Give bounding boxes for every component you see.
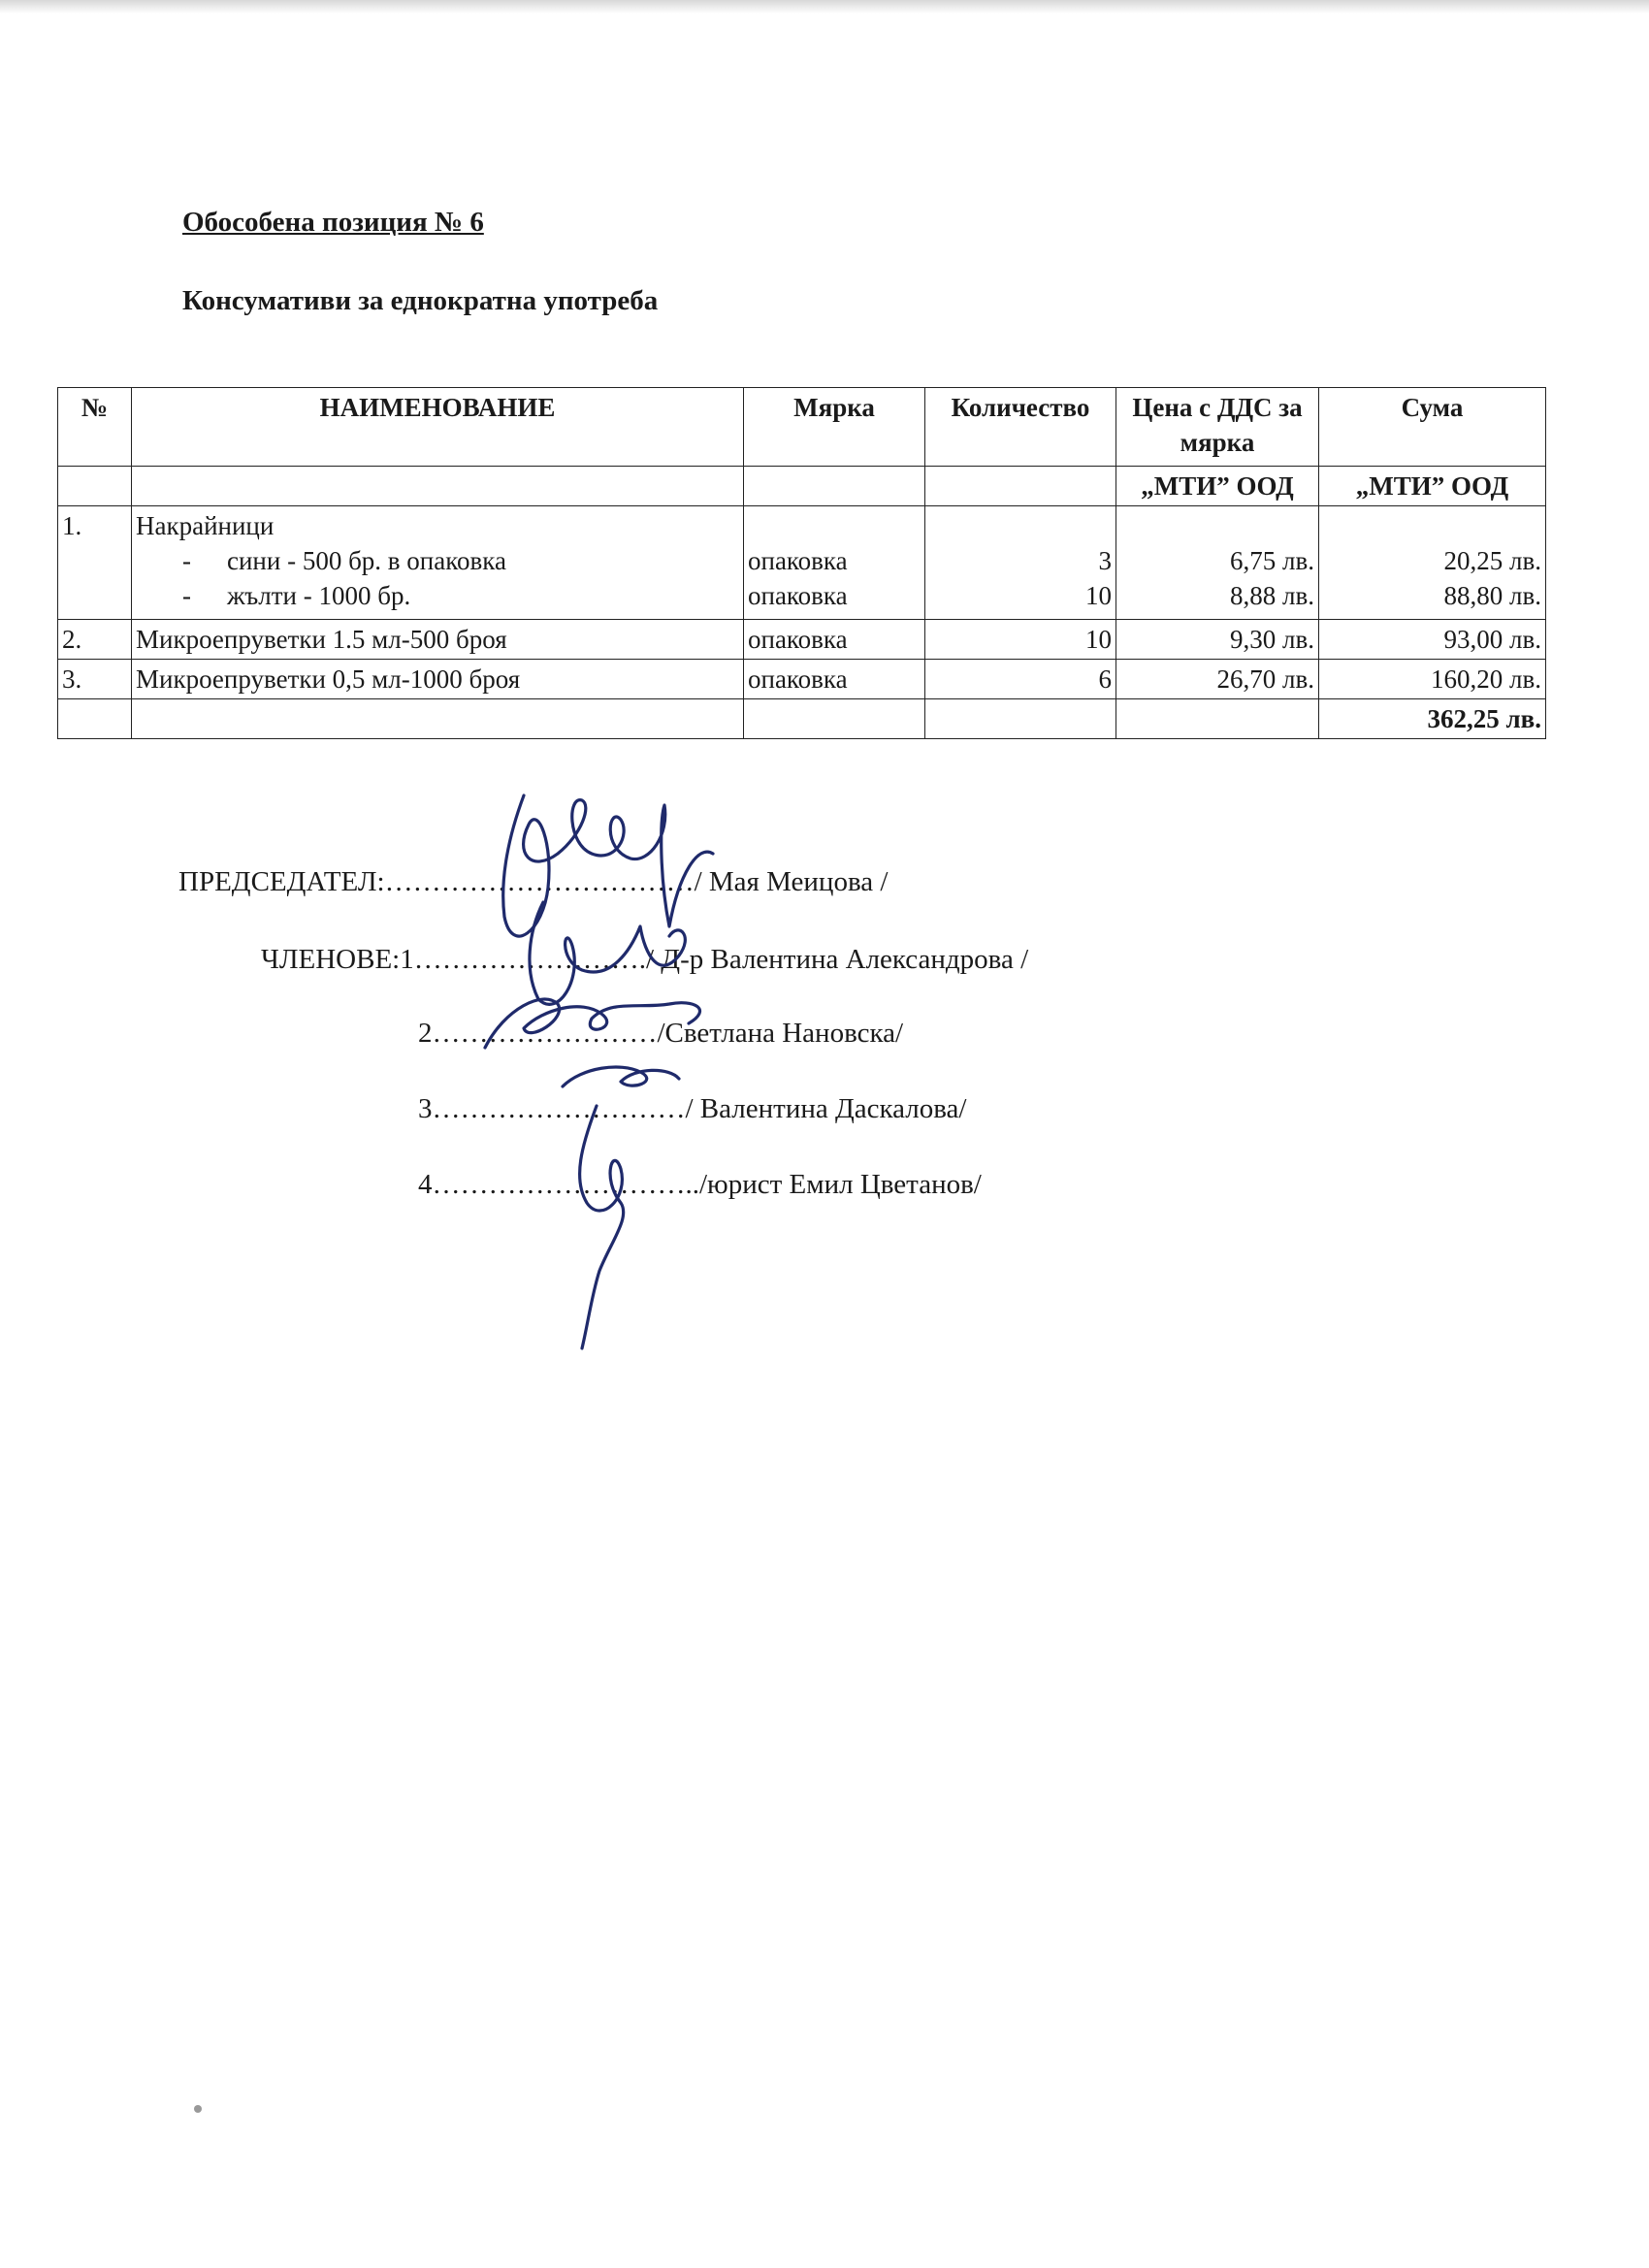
empty-cell (744, 699, 925, 739)
subitem-dash: - (182, 546, 191, 575)
subitem-quantity: 3 (1098, 546, 1112, 575)
row-price: 9,30 лв. (1116, 620, 1319, 660)
subitem-sum: 88,80 лв. (1443, 581, 1541, 610)
supplier-price-header: „МТИ” ООД (1116, 467, 1319, 506)
empty-cell (58, 699, 132, 739)
subitem-unit: опаковка (748, 546, 848, 575)
empty-cell (744, 467, 925, 506)
chair-signature-line: ПРЕДСЕДАТЕЛ:……………………………/ Мая Меицова / (178, 866, 889, 897)
row-unit: опаковка (744, 660, 925, 699)
row-sum-cell (1319, 506, 1546, 620)
member3-signature-line: 3………………………/ Валентина Даскалова/ (418, 1093, 967, 1124)
table-row (58, 506, 1546, 620)
empty-cell (925, 467, 1116, 506)
empty-cell (1116, 699, 1319, 739)
empty-cell (132, 467, 744, 506)
position-title: Обособена позиция № 6 (182, 207, 484, 238)
table-total-row (58, 699, 1546, 739)
col-header-no: № (58, 388, 132, 467)
row-sum: 93,00 лв. (1319, 620, 1546, 660)
row-name: Накрайници (136, 511, 275, 540)
row-unit-cell (744, 506, 925, 620)
subitem-dash: - (182, 581, 191, 610)
scan-speck (194, 2105, 202, 2113)
row-name-cell (132, 506, 744, 620)
table-row (58, 620, 1546, 660)
row-number: 3. (58, 660, 132, 699)
row-sum: 160,20 лв. (1319, 660, 1546, 699)
row-quantity-cell (925, 506, 1116, 620)
row-name: Микроепруветки 0,5 мл-1000 броя (132, 660, 744, 699)
empty-cell (58, 467, 132, 506)
col-header-name: НАИМЕНОВАНИЕ (132, 388, 744, 467)
row-name: Микроепруветки 1.5 мл-500 броя (132, 620, 744, 660)
col-header-sum: Сума (1319, 388, 1546, 467)
table-header-row (58, 388, 1546, 467)
row-quantity: 10 (925, 620, 1116, 660)
scan-edge-shadow (0, 0, 1649, 14)
empty-cell (132, 699, 744, 739)
table-row (58, 660, 1546, 699)
member2-signature-line: 2……………………/Светлана Нановска/ (418, 1018, 904, 1049)
row-price: 26,70 лв. (1116, 660, 1319, 699)
subitem-label: сини - 500 бр. в опаковка (227, 546, 506, 575)
row-price-cell (1116, 506, 1319, 620)
member4-signature-line: 4………………………../юрист Емил Цветанов/ (418, 1169, 982, 1200)
col-header-unit: Мярка (744, 388, 925, 467)
row-unit: опаковка (744, 620, 925, 660)
supplier-sum-header: „МТИ” ООД (1319, 467, 1546, 506)
empty-cell (925, 699, 1116, 739)
subitem-sum: 20,25 лв. (1443, 546, 1541, 575)
subitem-price: 8,88 лв. (1230, 581, 1314, 610)
row-number: 1. (58, 506, 132, 620)
col-header-price: Цена с ДДС за мярка (1116, 388, 1319, 467)
subitem-quantity: 10 (1085, 581, 1112, 610)
subitem-unit: опаковка (748, 581, 848, 610)
grand-total: 362,25 лв. (1319, 699, 1546, 739)
row-quantity: 6 (925, 660, 1116, 699)
subitem-price: 6,75 лв. (1230, 546, 1314, 575)
position-subtitle: Консумативи за еднократна употреба (182, 285, 659, 316)
col-header-quantity: Количество (925, 388, 1116, 467)
table-supplier-row (58, 467, 1546, 506)
items-table (57, 387, 1546, 739)
member1-signature-line: ЧЛЕНОВЕ:1……………………./ Д-р Валентина Александрова / (261, 944, 1029, 975)
row-number: 2. (58, 620, 132, 660)
subitem-name (136, 578, 739, 613)
subitem-label: жълти - 1000 бр. (227, 581, 411, 610)
subitem-name (136, 543, 739, 578)
